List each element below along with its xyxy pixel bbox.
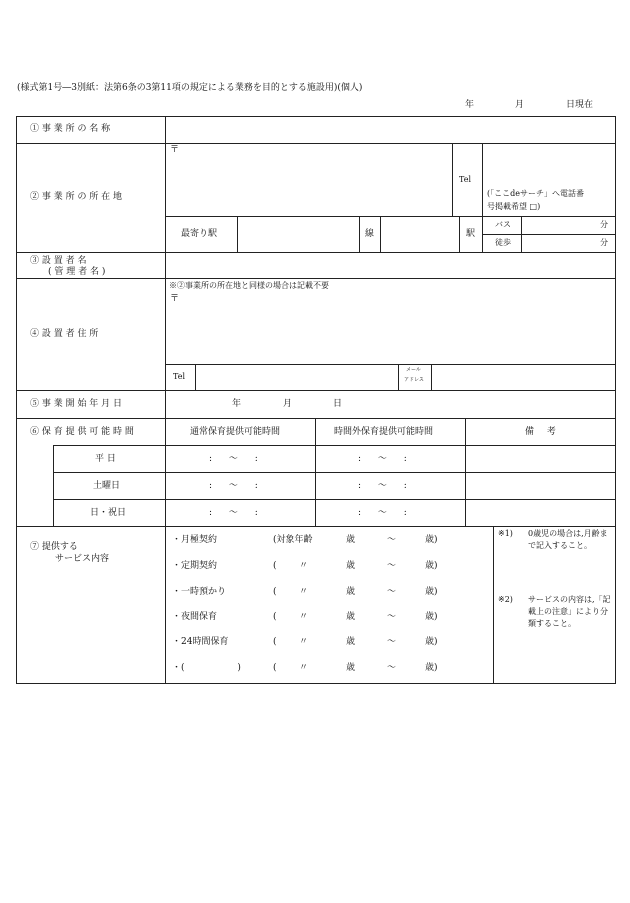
start-month-label: 月 (283, 399, 293, 409)
weekday-regular-time: : 〜 : (209, 454, 258, 464)
ditto-mark: 〃 (299, 663, 309, 673)
ditto-mark: 〃 (299, 587, 309, 597)
saturday-extra-time: : 〜 : (358, 481, 407, 491)
founder-name-label: ③ 設 置 者 名 (30, 256, 87, 266)
note2-mark: ※2) (498, 595, 513, 604)
walk-label: 徒歩 (495, 238, 511, 247)
age-tilde: 〜 (387, 535, 397, 545)
station-label: 駅 (466, 229, 476, 239)
search-listing-note: (「ここdeサーチ」へ電話番 (487, 189, 584, 198)
start-date-label: ⑤ 事 業 開 始 年 月 日 (30, 399, 123, 409)
age-close: 歳) (425, 637, 438, 647)
postal-mark-icon: 〒 (170, 145, 180, 155)
age-open-label: ( (273, 561, 277, 571)
date-present-label: 日現在 (566, 100, 594, 110)
saturday-label: 土曜日 (93, 481, 121, 491)
ditto-mark: 〃 (299, 637, 309, 647)
service-item: ・定期契約 (172, 561, 218, 571)
line-label: 線 (365, 229, 375, 239)
age-tilde: 〜 (387, 587, 397, 597)
date-year-label: 年 (465, 100, 475, 110)
service-item: ・24時間保育 (172, 637, 229, 647)
weekday-label: 平 日 (95, 454, 116, 464)
age-tilde: 〜 (387, 637, 397, 647)
age-tilde: 〜 (387, 663, 397, 673)
date-month-label: 月 (515, 100, 525, 110)
holiday-label: 日・祝日 (90, 508, 127, 518)
form-header-title: (様式第1号―3別紙：法第6条の3第11項の規定による業務を目的とする施設用)(個人) (17, 83, 363, 93)
regular-hours-header: 通常保育提供可能時間 (190, 427, 281, 437)
service-item: ・一時預かり (172, 587, 227, 597)
bus-minutes-label: 分 (600, 220, 608, 229)
saturday-regular-time: : 〜 : (209, 481, 258, 491)
age-open-label: ( (273, 637, 277, 647)
services-label-2: サービス内容 (55, 554, 110, 564)
age-unit: 歳 (346, 637, 356, 647)
note1-mark: ※1) (498, 529, 513, 538)
age-unit: 歳 (346, 612, 356, 622)
services-label: ⑦ 提供する (30, 542, 78, 552)
postal-mark-icon: 〒 (170, 294, 180, 304)
start-day-label: 日 (333, 399, 343, 409)
age-open-label: ( (273, 663, 277, 673)
search-listing-checkbox-label[interactable]: 号掲載希望 □) (487, 202, 541, 211)
business-name-label: ① 事 業 所 の 名 称 (30, 124, 111, 134)
mail-address-label: アドレス (404, 377, 424, 383)
age-close: 歳) (425, 587, 438, 597)
service-item: ・月極契約 (172, 535, 218, 545)
age-close: 歳) (425, 561, 438, 571)
weekday-extra-time: : 〜 : (358, 454, 407, 464)
walk-minutes-label: 分 (600, 238, 608, 247)
ditto-mark: 〃 (299, 561, 309, 571)
ditto-mark: 〃 (299, 612, 309, 622)
age-tilde: 〜 (387, 612, 397, 622)
available-hours-label: ⑥ 保 育 提 供 可 能 時 間 (30, 427, 134, 437)
age-tilde: 〜 (387, 561, 397, 571)
note1-text: 0歳児の場合は,月齢まで記入すること。 (528, 529, 608, 550)
holiday-extra-time: : 〜 : (358, 508, 407, 518)
same-address-note: ※②事業所の所在地と同様の場合は記載不要 (169, 281, 329, 290)
founder-tel-label: Tel (173, 372, 186, 381)
age-close: 歳) (425, 535, 438, 545)
extra-hours-header: 時間外保育提供可能時間 (334, 427, 434, 437)
age-close: 歳) (425, 612, 438, 622)
start-year-label: 年 (232, 399, 242, 409)
note2-text: サービスの内容は,「記載上の注意」により分類すること。 (528, 595, 611, 628)
age-unit: 歳 (346, 587, 356, 597)
business-address-label: ② 事 業 所 の 所 在 地 (30, 192, 123, 202)
age-open-label: (対象年齢 (273, 535, 313, 545)
service-item: ・( ) (172, 663, 241, 673)
remarks-header: 備 考 (525, 427, 561, 437)
age-unit: 歳 (346, 561, 356, 571)
nearest-station-label: 最寄り駅 (181, 229, 218, 239)
founder-address-label: ④ 設 置 者 住 所 (30, 329, 99, 339)
business-tel-label: Tel (459, 175, 472, 184)
mail-label: メール (406, 367, 421, 373)
age-open-label: ( (273, 612, 277, 622)
holiday-regular-time: : 〜 : (209, 508, 258, 518)
age-unit: 歳 (346, 535, 356, 545)
age-unit: 歳 (346, 663, 356, 673)
service-item: ・夜間保育 (172, 612, 218, 622)
manager-name-label: ( 管 理 者 名 ) (48, 267, 106, 277)
bus-label: バス (495, 220, 511, 229)
age-close: 歳) (425, 663, 438, 673)
age-open-label: ( (273, 587, 277, 597)
